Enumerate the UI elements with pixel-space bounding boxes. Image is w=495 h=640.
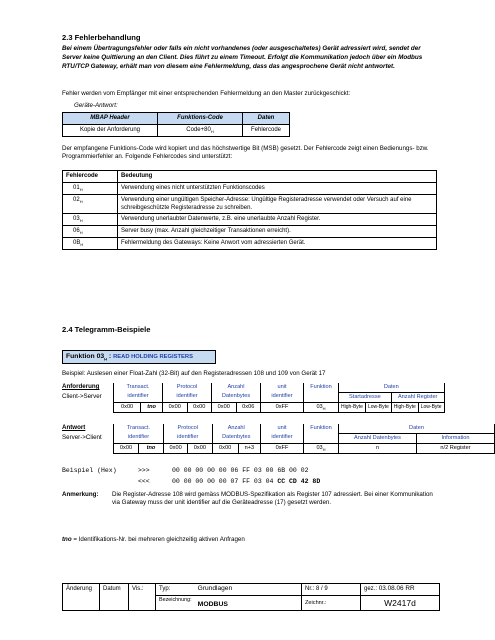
fehlercode-header: Fehlercode (63, 171, 118, 183)
hdr-datenbytes: Datenbytes (212, 393, 261, 403)
antwort-title: Antwort (62, 424, 86, 431)
code-cell: $03_H$ (63, 214, 118, 226)
geraete-antwort-label: Geräte-Antwort: (74, 102, 118, 109)
mbap-table (62, 112, 290, 137)
meaning-cell: Server busy (max. Anzahl gleichzeitiger Transaktionen erreicht). (118, 226, 437, 238)
value-cell: $03_H$ (304, 403, 339, 413)
section-heading-telegramm: 2.4 Telegramm-Beispiele (62, 325, 151, 334)
mbap-header-col: MBAP Header (63, 113, 158, 125)
value-cell: 0x00 (187, 403, 212, 413)
table-row (63, 183, 437, 195)
value-cell: $03_H$ (304, 444, 339, 454)
bezeichnung-value: MODBUS (195, 595, 302, 610)
hdr-startadresse: Startadresse (339, 393, 392, 403)
section-heading-fehlerbehandlung: 2.3 Fehlerbehandlung (62, 33, 141, 42)
value-cell-tno: tno (139, 444, 164, 454)
value-cell: 0x00 (164, 444, 188, 454)
code-cell: $02_H$ (63, 195, 118, 214)
hdr-identifier: identifier (114, 434, 164, 444)
bedeutung-header: Bedeutung (118, 171, 437, 183)
funktion-03-box (62, 350, 216, 364)
hex-out-arrow: >>> (138, 467, 150, 474)
hdr-identifier: identifier (261, 434, 304, 444)
zeichnr-value: W2417d (361, 595, 440, 610)
value-cell: n (339, 444, 417, 454)
anforderung-direction: Client->Server (62, 393, 102, 400)
value-cell: Low-Byte (365, 403, 391, 413)
anmerkung-label: Anmerkung: (62, 491, 99, 498)
bezeichnung-label: Bezeichnung: (156, 595, 195, 610)
antwort-direction: Server->Client (62, 434, 102, 441)
hdr-identifier: identifier (164, 434, 213, 444)
value-cell: 0x00 (212, 403, 237, 413)
code-cell: $0B_H$ (63, 238, 118, 250)
meaning-cell: Verwendung unerlaubter Datenwerte, z.B. eine unerlaubte Anzahl Register. (118, 214, 437, 226)
title-block (62, 583, 440, 611)
hdr-identifier: identifier (114, 393, 163, 403)
gez-cell (361, 584, 440, 596)
hdr-protocol: Protocol (163, 383, 212, 393)
hex-response (172, 478, 320, 487)
fehlercode-table (62, 170, 437, 250)
datum-cell: Datum (100, 584, 129, 611)
code-cell: $01_H$ (63, 183, 118, 195)
hdr-anzahl: Anzahl (212, 383, 261, 393)
anforderung-table (113, 383, 445, 413)
daten-header-col: Daten (243, 113, 290, 125)
funktion-label: Funktion $03_H$ : (66, 353, 112, 362)
value-cell: Low-Byte (418, 403, 444, 413)
beispiel-text: Beispiel: Auslesen einer Float-Zahl (32-Bit) auf den Registeradressen 108 und 109 von Gerät 17 (62, 370, 326, 377)
meaning-cell: Fehlermeldung des Gateways: Keine Anwort vom adressierten Gerät. (118, 238, 437, 250)
value-cell: 0xFF (261, 444, 304, 454)
table-row (63, 238, 437, 250)
value-cell: 0xFF (261, 403, 304, 413)
hdr-daten: Daten (339, 424, 495, 434)
hex-response-float: CC CD 42 8D (277, 478, 321, 485)
nr-value: 8 / 9 (316, 586, 328, 592)
meaning-cell: Verwendung einer ungültigen Speicher-Adresse: Ungültige Registeradresse verwendet oder Versuch auf eine schreibgeschützte Registeradresse zu schreiben. (118, 195, 437, 214)
value-cell: 0x00 (163, 403, 188, 413)
tno-term: tno (62, 536, 72, 543)
hex-in-arrow: <<< (138, 478, 150, 485)
hdr-anzahl: Anzahl (212, 424, 261, 434)
typ-label: Typ: (156, 584, 195, 596)
funktions-code-header-col: Funktions-Code (158, 113, 243, 125)
hdr-funktion: Funktion (304, 424, 339, 434)
anforderung-title: Anforderung (62, 383, 100, 390)
hex-response-plain: 00 00 00 00 00 07 FF 03 04 (172, 478, 274, 485)
antwort-table (113, 424, 495, 454)
value-cell: High-Byte (339, 403, 366, 413)
hdr-information: Information (417, 434, 495, 444)
mbap-cell: Kopie der Anforderung (63, 125, 158, 137)
fehler-paragraph: Fehler werden vom Empfänger mit einer entsprechenden Fehlermeldung an den Master zurückgeschickt: (62, 90, 351, 97)
hdr-daten: Daten (339, 383, 445, 393)
value-cell: 0x06 (236, 403, 261, 413)
code-cell: $06_H$ (63, 226, 118, 238)
hdr-unit: unit (261, 424, 304, 434)
value-cell: 0x00 (188, 444, 212, 454)
fehlercode-intro-paragraph: Der empfangene Funktions-Code wird kopiert und das höchstwertige Bit (MSB) gesetzt. Der Fehlercode zeigt einen Bedienungs- bzw. Programmierfehler an. Folgende Fehlercodes sind unterstützt: (62, 145, 429, 161)
vis-cell: Vis.: (129, 584, 156, 611)
nr-cell (302, 584, 361, 596)
hex-label: Beispiel (Hex) (62, 467, 117, 474)
hdr-transact: Transact. (114, 424, 164, 434)
value-cell: 0x00 (114, 403, 141, 413)
gez-value: 03.08.06 RR (378, 585, 415, 592)
value-cell: 0x00 (114, 444, 139, 454)
table-row (63, 214, 437, 226)
value-cell: n+3 (238, 444, 260, 454)
nr-label: Nr.: (305, 586, 315, 592)
table-row (63, 195, 437, 214)
value-cell: High-Byte (391, 403, 418, 413)
hdr-unit: unit (261, 383, 304, 393)
hdr-funktion: Funktion (304, 383, 339, 393)
typ-value: Grundlagen (195, 584, 302, 596)
gez-label: gez.: (364, 586, 378, 592)
meaning-cell: Verwendung eines nicht unterstützten Funktionscodes (118, 183, 437, 195)
hdr-protocol: Protocol (164, 424, 213, 434)
value-cell: 0x00 (212, 444, 238, 454)
daten-cell: Fehlercode (243, 125, 290, 137)
funktion-name: READ HOLDING REGISTERS (113, 354, 193, 360)
value-cell: n/2 Register (417, 444, 495, 454)
hdr-identifier: identifier (261, 393, 304, 403)
funktions-code-cell: $Code+80_H$ (158, 125, 243, 137)
hdr-anzahl-datenbytes: Anzahl Datenbytes (339, 434, 417, 444)
hex-request: 00 00 00 00 00 06 FF 03 00 6B 00 02 (172, 467, 309, 474)
hdr-datenbytes: Datenbytes (212, 434, 261, 444)
intro-paragraph: Bei einem Übertragungsfehler oder falls ein nicht vorhandenes (oder ausgeschaltetes) Gerät adressiert wird, sendet der Server keine Quittierung an den Client. Dies führt zu einem Timeout. Erfolgt die Kommunikation jedoch über ein Modbus RTU/TCP Gateway, erhält man von diesem eine Fehlermeldung, dass das angesprochene Gerät nicht antwortet. (62, 45, 423, 71)
hdr-transact: Transact. (114, 383, 163, 393)
tno-footnote (62, 536, 245, 544)
hdr-anzahl-register: Anzahl Register (391, 393, 444, 403)
value-cell-tno: tno (141, 403, 163, 413)
anmerkung-text: Die Register-Adresse 108 wird gemäss MODBUS-Spezifikation als Register 107 adressiert. Bei einer Kommunikation via Gateway muss der unit identifier auf die Geräteadresse (17) gesetzt werden. (112, 491, 433, 507)
hdr-identifier: identifier (163, 393, 212, 403)
zeichnr-label: Zeichnr.: (302, 595, 361, 610)
tno-definition: = Identifikations-Nr. bei mehreren gleichzeitig aktiven Anfragen (73, 536, 245, 543)
aenderung-cell: Änderung (63, 584, 100, 611)
table-row (63, 226, 437, 238)
